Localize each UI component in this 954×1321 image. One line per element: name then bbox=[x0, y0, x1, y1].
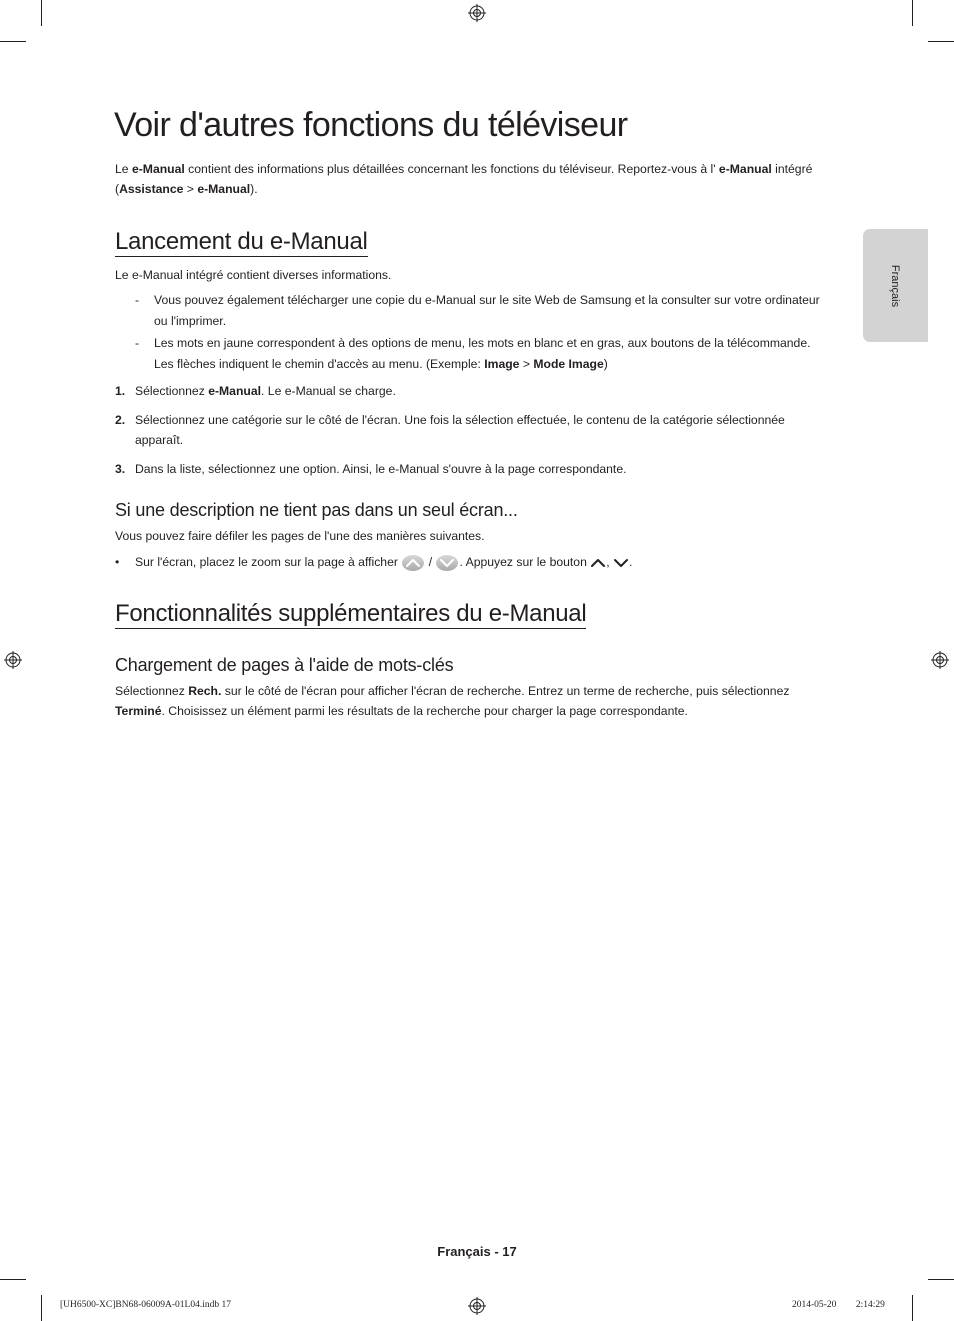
crop-mark bbox=[912, 1295, 913, 1321]
section-heading-launch: Lancement du e-Manual bbox=[115, 228, 368, 255]
page-title: Voir d'autres fonctions du téléviseur bbox=[114, 106, 628, 144]
subsection-heading-scroll: Si une description ne tient pas dans un seul écran... bbox=[115, 500, 518, 520]
print-slug-date: 2014-05-20 ￿￿ 2:14:29 bbox=[792, 1300, 885, 1310]
subsection-lead: Vous pouvez faire défiler les pages de l'une des manières suivantes. bbox=[115, 529, 485, 543]
e-manual-term: e-Manual bbox=[718, 162, 772, 176]
registration-mark-icon bbox=[468, 4, 486, 22]
note-item: - Les mots en jaune correspondent à des options de menu, les mots en blanc et en gras, aux boutons de la télécommande. Les flèches indiquent le chemin d'accès au menu. (Exemple: Image > Mode Image) bbox=[135, 336, 811, 371]
language-side-tab bbox=[863, 229, 928, 342]
note-item: - Vous pouvez également télécharger une copie du e-Manual sur le site Web de Samsung et la consulter sur votre ordinateur ou l'imprimer. bbox=[135, 293, 820, 328]
scroll-down-icon bbox=[435, 554, 459, 572]
language-side-tab-label: Français bbox=[889, 264, 901, 308]
crop-mark bbox=[41, 1295, 42, 1321]
step-item: 1. Sélectionnez e-Manual. Le e-Manual se charge. bbox=[115, 384, 396, 398]
crop-mark bbox=[0, 1279, 26, 1280]
menu-path-e-manual: e-Manual bbox=[197, 181, 251, 196]
crop-mark bbox=[41, 0, 42, 26]
subsection-heading-keywords: Chargement de pages à l'aide de mots-clés bbox=[115, 655, 454, 675]
chevron-down-icon bbox=[613, 557, 629, 569]
keywords-paragraph: Sélectionnez Rech. sur le côté de l'écran pour afficher l'écran de recherche. Entrez un terme de recherche, puis sélectionnez Terminé. Choisissez un élément parmi les résultats de la recherche pour charger la page correspondante. bbox=[115, 684, 790, 718]
registration-mark-icon bbox=[468, 1297, 486, 1315]
crop-mark bbox=[928, 41, 954, 42]
e-manual-term: e-Manual bbox=[131, 162, 185, 176]
print-slug-file: [UH6500-XC]BN68-06009A-01L04.indb 17 bbox=[60, 1300, 231, 1310]
step-item: 2. Sélectionnez une catégorie sur le côté de l'écran. Une fois la sélection effectuée, le contenu de la catégorie sélectionnée apparaît. bbox=[115, 413, 785, 447]
scroll-up-icon bbox=[401, 554, 425, 572]
crop-mark bbox=[0, 41, 26, 42]
button-term-termine: Terminé bbox=[115, 703, 162, 718]
page-number: Français - 17 bbox=[437, 1244, 517, 1259]
registration-mark-icon bbox=[4, 651, 22, 669]
menu-path-mode-image: Mode Image bbox=[533, 356, 604, 371]
e-manual-term: e-Manual bbox=[208, 384, 262, 398]
registration-mark-icon bbox=[931, 651, 949, 669]
intro-paragraph: Le e-Manual contient des informations plus détaillées concernant les fonctions du téléviseur. Reportez-vous à l' e-Manual intégré (Assistance > e-Manual). bbox=[115, 162, 813, 196]
button-term-rech: Rech. bbox=[188, 684, 222, 698]
chevron-up-icon bbox=[590, 557, 606, 569]
menu-path-image: Image bbox=[484, 356, 520, 371]
crop-mark bbox=[912, 0, 913, 26]
step-item: 3. Dans la liste, sélectionnez une option. Ainsi, le e-Manual s'ouvre à la page correspondante. bbox=[115, 462, 627, 476]
section-heading-extra-features: Fonctionnalités supplémentaires du e-Manual bbox=[115, 600, 587, 627]
menu-path-assistance: Assistance bbox=[119, 181, 184, 196]
section-lead: Le e-Manual intégré contient diverses informations. bbox=[115, 268, 392, 282]
crop-mark bbox=[928, 1279, 954, 1280]
